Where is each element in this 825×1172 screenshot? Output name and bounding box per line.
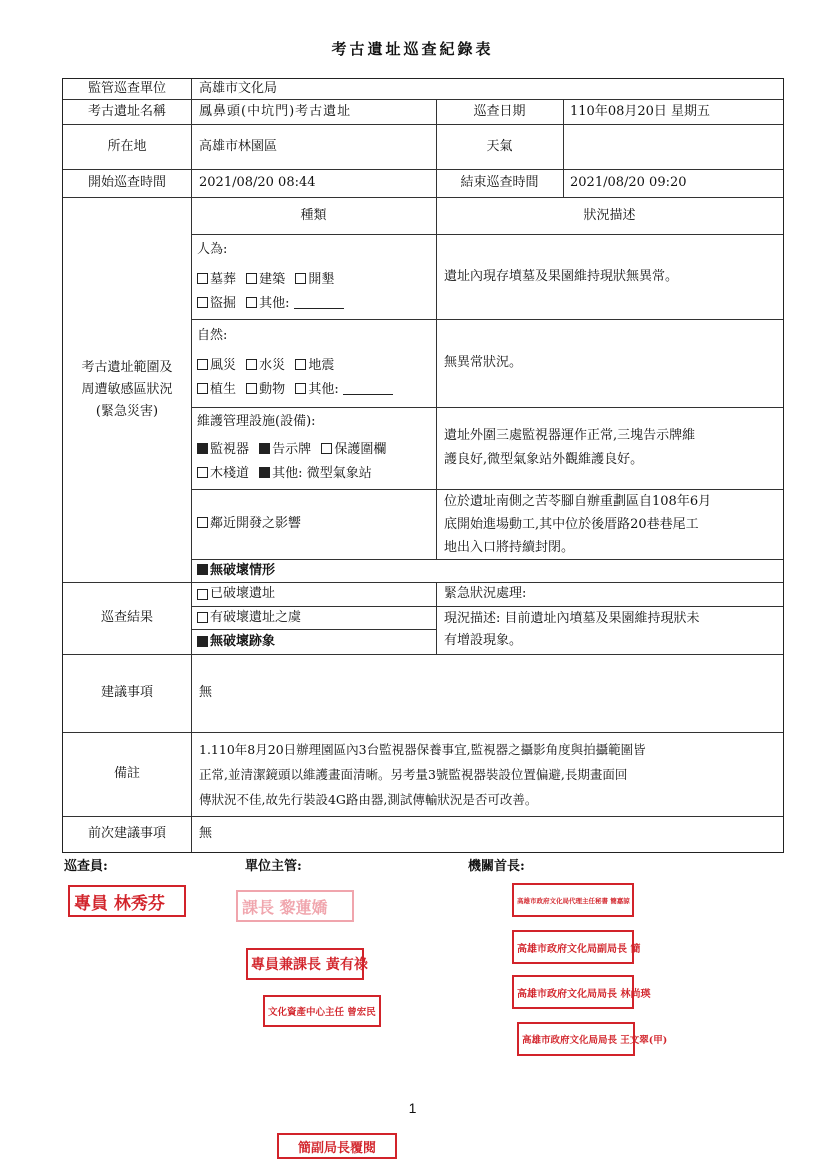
location-label: 所在地 <box>107 138 147 154</box>
director-seal-lin: 高雄市政府文化局局長 林尚瑛 <box>512 975 634 1009</box>
natural-type-cell: 自然: 風災 水災 地震 植生 動物 其他: <box>197 319 433 407</box>
result-option-destroyed[interactable]: 已破壞遺址 <box>197 582 433 606</box>
emergency-handling-label: 緊急狀況處理: <box>444 586 527 601</box>
checkbox-typhoon[interactable]: 風災 <box>197 358 236 373</box>
specialist-chief-seal: 專員兼課長 黃有祿 <box>246 948 364 980</box>
checkbox-nearby-development[interactable]: 鄰近開發之影響 <box>197 514 301 534</box>
status-section-label: 考古遺址範圍及 周遭敏感區狀況 (緊急災害) <box>81 359 173 419</box>
checkbox-no-damage-situation[interactable]: 無破壞情形 <box>197 561 275 581</box>
checkbox-camera[interactable]: 監視器 <box>197 442 249 457</box>
natural-description: 無異常狀況。 <box>444 355 523 370</box>
facility-description: 遺址外圍三處監視器運作正常,三塊告示牌維 護良好,微型氣象站外觀維護良好。 <box>444 428 696 467</box>
form-title: 考古遺址巡查紀錄表 <box>331 40 494 58</box>
description-column-header: 狀況描述 <box>583 207 636 223</box>
page-number: 1 <box>408 1100 417 1116</box>
start-time-label: 開始巡查時間 <box>87 175 166 190</box>
site-value: 鳳鼻頭(中坑門)考古遺址 <box>199 103 352 119</box>
weather-value <box>570 124 782 169</box>
end-time-value: 2021/08/20 09:20 <box>570 175 687 190</box>
supervisor-label: 單位主管: <box>245 859 302 874</box>
date-value: 110年08月20日 星期五 <box>570 103 711 119</box>
inspector-seal: 專員 林秀芬 <box>68 885 186 917</box>
remark-label: 備註 <box>113 766 140 781</box>
end-time-label: 結束巡查時間 <box>460 175 539 190</box>
inspection-form-table <box>62 78 784 853</box>
location-value: 高雄市林園區 <box>199 138 278 154</box>
site-label: 考古遺址名稱 <box>87 103 166 119</box>
suggestion-label: 建議事項 <box>100 685 153 700</box>
checkbox-earthquake[interactable]: 地震 <box>295 358 334 373</box>
type-column-header: 種類 <box>300 207 327 223</box>
result-option-risk[interactable]: 有破壞遺址之虞 <box>197 606 433 629</box>
human-description: 遺址內現存墳墓及果園維持現狀無異常。 <box>444 268 679 284</box>
remark-value: 1.110年8月20日辦理園區內3台監視器保養事宜,監視器之攝影角度與拍攝範圍皆 正常,並清潔鏡頭以維護畫面清晰。另考量3號監視器裝設位置偏避,長期畫面回 傳狀況不佳,故先行裝設4G路由器,測試傳輸狀況是否可改善。 <box>199 741 646 807</box>
start-time-value: 2021/08/20 08:44 <box>199 175 316 190</box>
review-seal: 簡副局長覆閱 <box>277 1133 397 1159</box>
unit-value: 高雄市文化局 <box>199 81 278 96</box>
date-label: 巡查日期 <box>473 103 526 119</box>
weather-label: 天氣 <box>486 138 513 154</box>
checkbox-burial[interactable]: 墓葬 <box>197 272 236 287</box>
checkbox-vegetation[interactable]: 植生 <box>197 382 236 397</box>
human-type-cell: 人為: 墓葬 建築 開墾 盜掘 其他: <box>197 234 433 319</box>
checkbox-fence[interactable]: 保護圍欄 <box>321 442 386 457</box>
no-damage-row <box>197 559 777 582</box>
director-seal-wang: 高雄市政府文化局局長 王文翠(甲) <box>517 1022 635 1056</box>
checkbox-boardwalk[interactable]: 木棧道 <box>197 466 249 481</box>
unit-label: 監管巡查單位 <box>87 81 166 96</box>
previous-suggestion-label: 前次建議事項 <box>87 826 166 841</box>
checkbox-human-other[interactable]: 其他: <box>246 296 343 311</box>
nearby-development-cell <box>197 489 433 559</box>
checkbox-facility-other[interactable]: 其他: 微型氣象站 <box>259 466 372 481</box>
checkbox-natural-other[interactable]: 其他: <box>295 382 392 397</box>
checkbox-construction[interactable]: 建築 <box>246 272 285 287</box>
current-status-description: 現況描述: 目前遺址內墳墓及果園維持現狀未 有增設現象。 <box>444 611 700 648</box>
suggestion-value: 無 <box>199 685 213 700</box>
previous-suggestion-value: 無 <box>199 826 213 841</box>
section-chief-seal: 課長 黎蓮嬌 <box>236 890 354 922</box>
inspector-label: 巡查員: <box>64 859 108 874</box>
deputy-director-seal: 高雄市政府文化局副局長 簡 <box>512 930 634 964</box>
checkbox-animal[interactable]: 動物 <box>246 382 285 397</box>
result-option-no-damage[interactable]: 無破壞跡象 <box>197 629 433 654</box>
acting-secretary-seal: 高雄市政府文化局代理主任秘書 簡嘉諒 <box>512 883 634 917</box>
checkbox-cultivation[interactable]: 開墾 <box>295 272 334 287</box>
checkbox-flood[interactable]: 水災 <box>246 358 285 373</box>
facility-type-cell: 維護管理設施(設備): 監視器 告示牌 保護圍欄 木棧道 其他: 微型氣象站 <box>197 414 387 481</box>
result-label: 巡查結果 <box>100 610 153 625</box>
nearby-description: 位於遺址南側之苦苓腳自辦重劃區自108年6月 底開始進場動工,其中位於後厝路20巷巷尾工 地出入口將持續封閉。 <box>444 493 712 555</box>
checkbox-signboard[interactable]: 告示牌 <box>259 442 311 457</box>
head-label: 機關首長: <box>468 859 525 874</box>
center-director-seal: 文化資產中心主任 曾宏民 <box>263 995 381 1027</box>
checkbox-looting[interactable]: 盜掘 <box>197 296 236 311</box>
